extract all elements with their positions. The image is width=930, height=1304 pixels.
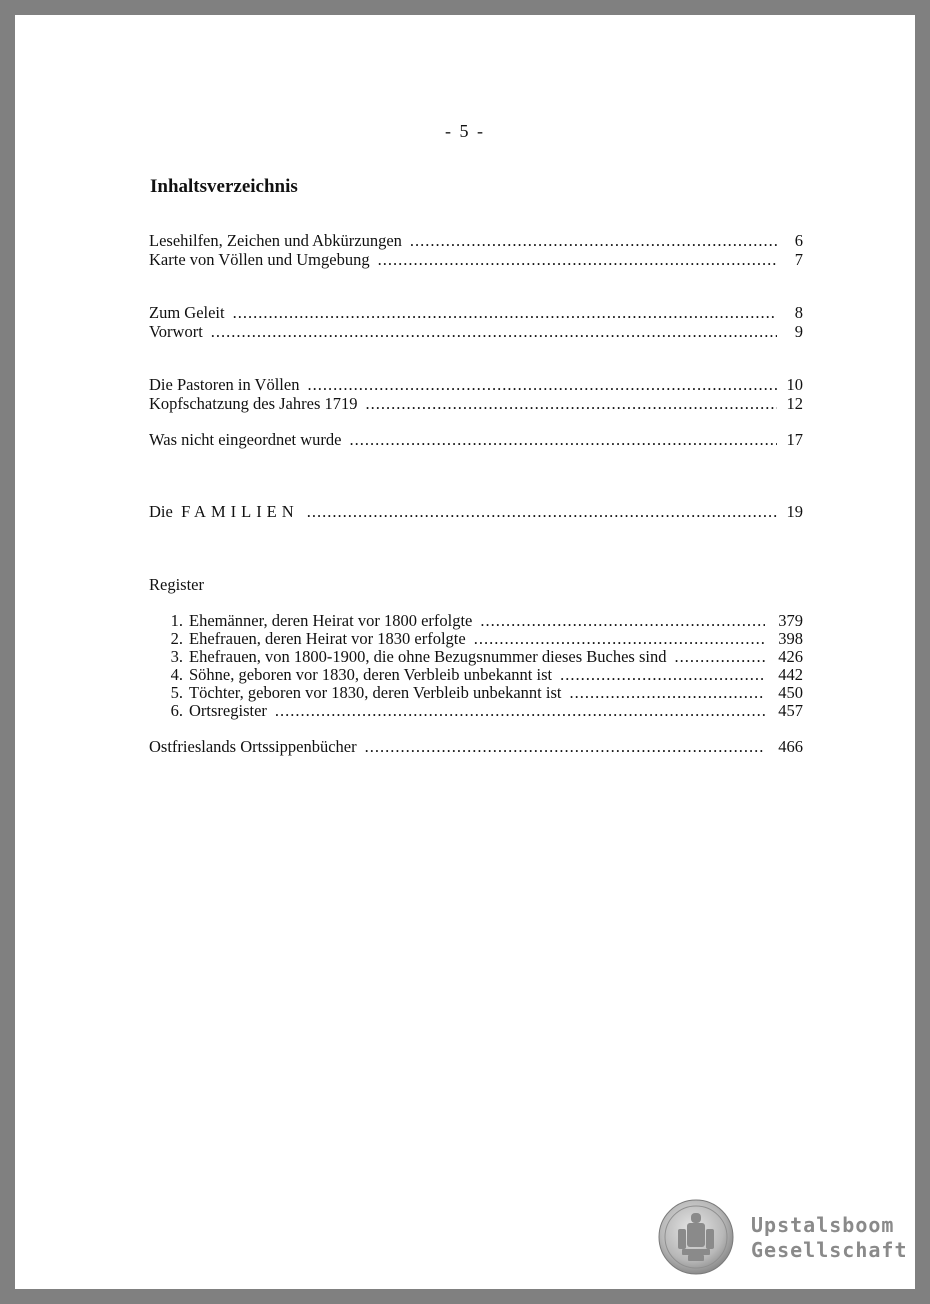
register-item-number: 2. [170, 629, 183, 648]
register-item-label: Ehemänner, deren Heirat vor 1800 erfolgte [189, 611, 473, 630]
register-item [149, 629, 803, 649]
toc-leader [480, 611, 765, 631]
toc-leader [349, 430, 777, 450]
register-item [149, 701, 803, 721]
register-item-number: 5. [170, 683, 183, 702]
toc-leader [366, 394, 778, 414]
toc-entry-page: 19 [786, 502, 803, 521]
register-item-label: Söhne, geboren vor 1830, deren Verbleib unbekannt ist [189, 665, 553, 684]
toc-entry-label: Was nicht eingeordnet wurde [149, 430, 342, 449]
toc-entry [149, 322, 803, 342]
register-item-text [149, 629, 466, 649]
toc-entry-page: 10 [786, 375, 803, 394]
toc-entry [149, 231, 803, 251]
toc-entry-label: Kopfschatzung des Jahres 1719 [149, 394, 358, 413]
register-item-page: 379 [778, 611, 803, 630]
document-page [15, 15, 915, 1289]
register-item-label: Ehefrauen, deren Heirat vor 1830 erfolgte [189, 629, 466, 648]
page-number: - 5 - [445, 121, 485, 141]
register-item-number: 3. [170, 647, 183, 666]
register-item-number: 6. [170, 701, 183, 720]
toc-entry-families [149, 502, 803, 522]
toc-leader [307, 375, 777, 395]
toc-leader [674, 647, 765, 667]
toc-entry-page: 17 [786, 430, 803, 449]
toc-leader [410, 231, 777, 251]
toc-entry-label-prefix: Die [149, 502, 173, 521]
register-item [149, 665, 803, 685]
toc-leader [569, 683, 765, 703]
toc-entry [149, 394, 803, 414]
register-item-text [149, 665, 552, 685]
society-logo-text [751, 1213, 908, 1263]
register-item-page: 426 [778, 647, 803, 666]
register-item-page: 457 [778, 701, 803, 720]
toc-entry-page: 12 [786, 394, 803, 413]
toc-entry-label: Ostfrieslands Ortssippenbücher [149, 737, 357, 756]
toc-entry-label [149, 502, 299, 522]
toc-leader [474, 629, 765, 649]
register-item-text [149, 683, 561, 703]
register-item [149, 647, 803, 667]
toc-entry-label: Lesehilfen, Zeichen und Abkürzungen [149, 231, 402, 250]
toc-entry [149, 303, 803, 323]
logo-line-1: Upstalsboom [751, 1213, 895, 1237]
toc-entry-page: 7 [794, 250, 803, 269]
toc-leader [378, 250, 777, 270]
toc-entry-page: 9 [794, 322, 803, 341]
register-item [149, 683, 803, 703]
register-item-label: Ortsregister [189, 701, 267, 720]
register-item-page: 398 [778, 629, 803, 648]
toc-entry-label: Die Pastoren in Völlen [149, 375, 300, 394]
register-title: Register [149, 575, 204, 594]
register-item-text [149, 647, 666, 667]
register-item-text [149, 701, 267, 721]
toc-entry [149, 375, 803, 395]
seal-icon [658, 1199, 734, 1275]
register-item-number: 1. [170, 611, 183, 630]
toc-entry-label: Zum Geleit [149, 303, 225, 322]
page-title: Inhaltsverzeichnis [150, 176, 298, 197]
toc-leader [560, 665, 765, 685]
toc-entry-label-spaced: FAMILIEN [181, 502, 299, 521]
register-item-number: 4. [170, 665, 183, 684]
toc-entry [149, 737, 803, 757]
toc-entry [149, 430, 803, 450]
toc-leader [233, 303, 777, 323]
toc-entry [149, 250, 803, 270]
toc-entry-page: 8 [794, 303, 803, 322]
toc-leader [365, 737, 765, 757]
toc-entry-page: 6 [794, 231, 803, 250]
toc-entry-label: Vorwort [149, 322, 203, 341]
register-item-label: Töchter, geboren vor 1830, deren Verbleib unbekannt ist [189, 683, 562, 702]
register-item-text [149, 611, 472, 631]
logo-line-2: Gesellschaft [751, 1238, 908, 1262]
toc-leader [307, 502, 777, 522]
register-item [149, 611, 803, 631]
register-item-label: Ehefrauen, von 1800-1900, die ohne Bezugsnummer dieses Buches sind [189, 647, 667, 666]
toc-entry-label: Karte von Völlen und Umgebung [149, 250, 370, 269]
register-item-page: 450 [778, 683, 803, 702]
toc-leader [275, 701, 765, 721]
toc-leader [211, 322, 777, 342]
register-item-page: 442 [778, 665, 803, 684]
toc-entry-page: 466 [778, 737, 803, 756]
